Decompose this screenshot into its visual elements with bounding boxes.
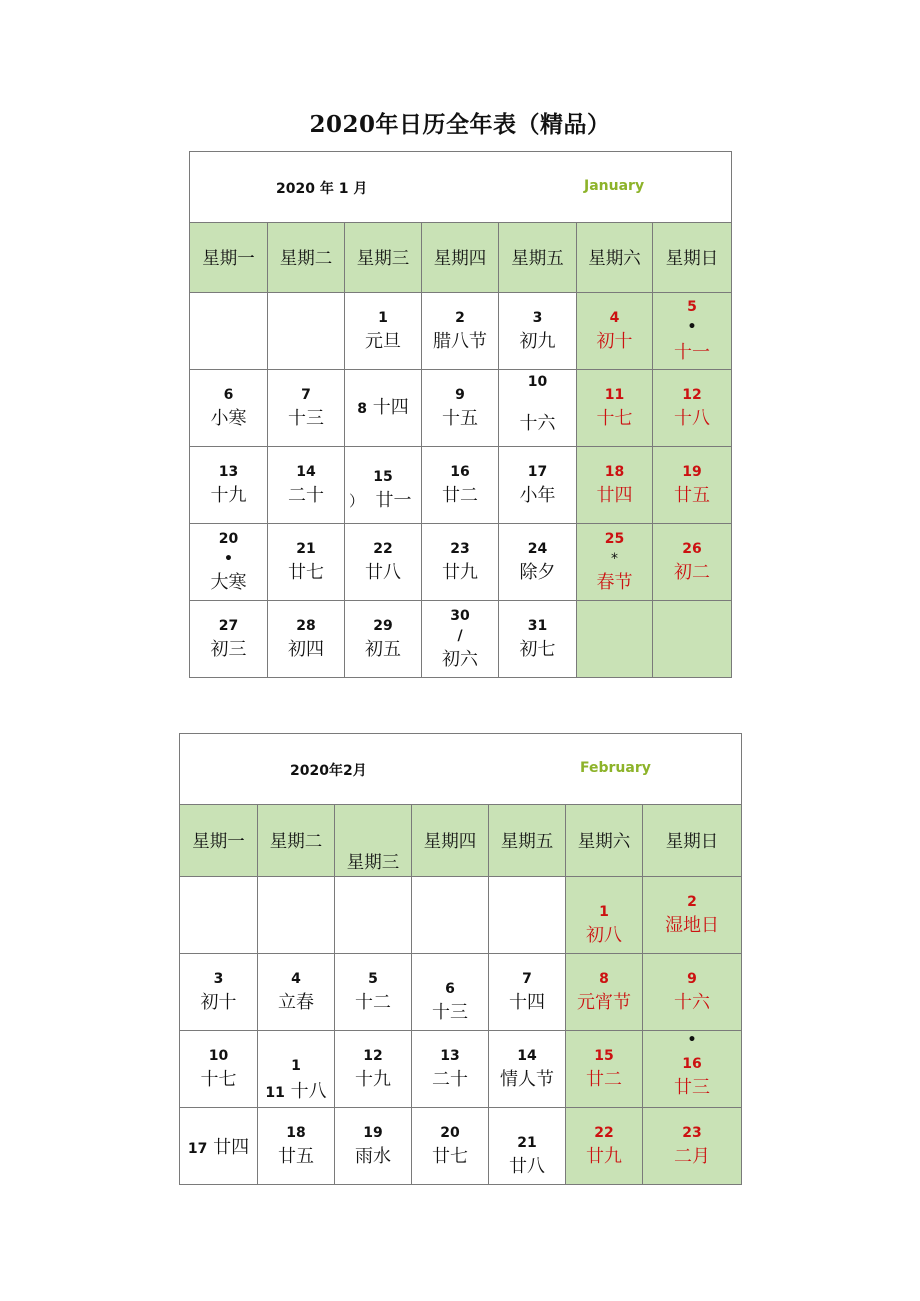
lunar-date: 初九 [519, 331, 556, 352]
day-number: 18 [286, 1125, 306, 1141]
weekday-mon: 星期一 [190, 223, 268, 293]
empty-day-cell [268, 293, 345, 370]
day-cell[interactable] [345, 293, 422, 370]
day-cell[interactable] [422, 293, 499, 370]
lunar-date: 廿九 [586, 1146, 622, 1167]
day-cell[interactable] [653, 370, 732, 447]
lunar-date: 十九 [210, 485, 247, 506]
day-cell[interactable] [566, 1108, 643, 1185]
day-cell[interactable] [653, 524, 732, 601]
lunar-date: 十七 [596, 408, 633, 429]
lunar-date: 十四 [509, 992, 545, 1013]
day-number: 21 [296, 541, 316, 557]
lunar-date: 十六 [674, 992, 710, 1013]
lunar-date: 十二 [355, 992, 391, 1013]
month-title: 2020年2月 [290, 763, 367, 779]
day-number: 4 [609, 310, 620, 326]
day-cell[interactable] [412, 1108, 489, 1185]
day-cell[interactable] [577, 293, 653, 370]
lunar-date: 除夕 [519, 562, 556, 583]
day-number: 17 [187, 1141, 208, 1157]
weekday-tue: 星期二 [258, 805, 335, 877]
lunar-date: 腊八节 [433, 331, 487, 352]
day-cell[interactable] [258, 1108, 335, 1185]
lunar-date: 十三 [432, 1002, 468, 1023]
day-number: 15 [373, 469, 393, 485]
day-number: 22 [594, 1125, 614, 1141]
day-number: 12 [363, 1048, 383, 1064]
day-number: 15 [594, 1048, 614, 1064]
day-cell[interactable] [566, 954, 643, 1031]
day-number: 11 [604, 387, 625, 403]
empty-day-cell [258, 877, 335, 954]
lunar-date: 初三 [210, 639, 247, 660]
day-number: 8 [357, 401, 367, 417]
weekday-tue: 星期二 [268, 223, 345, 293]
day-cell[interactable] [335, 1108, 412, 1185]
day-cell[interactable] [180, 1108, 258, 1185]
empty-day-cell [489, 877, 566, 954]
lunar-date: 廿三 [674, 1077, 710, 1098]
day-cell[interactable] [258, 1031, 335, 1108]
day-cell[interactable] [345, 524, 422, 601]
lunar-date: 雨水 [355, 1146, 391, 1167]
lunar-date: 情人节 [500, 1069, 554, 1090]
lunar-date: 初四 [288, 639, 324, 660]
day-number: 20 [218, 531, 239, 547]
day-cell[interactable] [345, 601, 422, 678]
day-cell[interactable] [180, 954, 258, 1031]
lunar-date: 初五 [365, 639, 401, 660]
lunar-date: 元旦 [365, 331, 401, 352]
day-number: 1 [599, 904, 609, 920]
day-number: 23 [682, 1125, 702, 1141]
day-cell[interactable] [268, 370, 345, 447]
lunar-date: 廿四 [213, 1137, 250, 1158]
asterisk-marker: * [611, 551, 618, 567]
dot-marker: • [687, 1032, 697, 1048]
parenthesis-mark: ） [349, 492, 365, 510]
day-cell[interactable] [653, 447, 732, 524]
day-number: 6 [223, 387, 234, 403]
month-header [190, 152, 732, 223]
day-number: 18 [604, 464, 625, 480]
lunar-date: 初八 [586, 925, 622, 946]
day-number: 1 [378, 310, 388, 326]
lunar-date: 二十 [432, 1069, 468, 1090]
lunar-date: 十八 [674, 408, 710, 429]
lunar-date: 初十 [200, 992, 237, 1013]
day-cell[interactable] [643, 1108, 742, 1185]
day-cell[interactable] [499, 601, 577, 678]
day-cell[interactable] [577, 447, 653, 524]
lunar-date: 初十 [596, 331, 633, 352]
lunar-date: 小寒 [210, 408, 247, 429]
lunar-date: 十八 [290, 1081, 327, 1102]
day-number: 3 [213, 971, 224, 987]
day-cell[interactable] [180, 1031, 258, 1108]
weekday-sat: 星期六 [577, 223, 653, 293]
weekday-fri: 星期五 [489, 805, 566, 877]
month-english-name: January [584, 178, 645, 194]
lunar-date: 元宵节 [577, 992, 631, 1013]
day-number: 16 [450, 464, 470, 480]
weekday-sun: 星期日 [653, 223, 732, 293]
day-cell[interactable] [489, 1108, 566, 1185]
day-cell[interactable] [412, 1031, 489, 1108]
lunar-date: 初六 [442, 649, 478, 670]
day-cell[interactable] [489, 954, 566, 1031]
day-cell[interactable] [422, 447, 499, 524]
empty-day-cell [335, 877, 412, 954]
day-number: 7 [522, 971, 532, 987]
day-cell[interactable] [489, 1031, 566, 1108]
lunar-date: 廿八 [365, 562, 401, 583]
day-number: 30 [450, 608, 470, 624]
day-cell[interactable] [643, 954, 742, 1031]
day-cell[interactable] [258, 954, 335, 1031]
lunar-date: 十三 [288, 408, 324, 429]
day-number: 2 [687, 894, 697, 910]
january-calendar [189, 151, 732, 678]
lunar-date: 十七 [200, 1069, 237, 1090]
dot-marker: • [224, 551, 233, 567]
day-cell[interactable] [499, 370, 577, 447]
page-title: 2020年日历全年表（精品） [309, 111, 611, 138]
day-number: 9 [687, 971, 697, 987]
day-number: 12 [682, 387, 702, 403]
day-number: 24 [527, 541, 548, 557]
lunar-date: 廿五 [674, 485, 710, 506]
lunar-date: 二月 [674, 1146, 710, 1167]
lunar-date: 廿九 [442, 562, 478, 583]
day-number: 23 [450, 541, 470, 557]
day-cell[interactable] [499, 293, 577, 370]
lunar-date: 廿七 [432, 1146, 468, 1167]
day-cell[interactable] [499, 524, 577, 601]
day-number: 2 [455, 310, 465, 326]
lunar-date: 初七 [519, 639, 556, 660]
day-cell[interactable] [422, 601, 499, 678]
lunar-date: 小年 [519, 485, 556, 506]
day-cell[interactable] [345, 447, 422, 524]
day-cell[interactable] [268, 524, 345, 601]
lunar-date: 廿五 [278, 1146, 314, 1167]
day-number: 22 [373, 541, 393, 557]
day-number: 16 [682, 1056, 702, 1072]
lunar-date: 廿二 [442, 485, 478, 506]
lunar-date: 廿一 [375, 490, 412, 511]
empty-day-cell [577, 601, 653, 678]
day-cell[interactable] [190, 370, 268, 447]
day-cell[interactable] [499, 447, 577, 524]
weekday-thu: 星期四 [412, 805, 489, 877]
lunar-date: 立春 [278, 992, 314, 1013]
day-cell[interactable] [335, 1031, 412, 1108]
day-number: 9 [455, 387, 465, 403]
day-cell[interactable] [643, 877, 742, 954]
day-cell[interactable] [643, 1031, 742, 1108]
slash-marker: / [457, 628, 463, 644]
dot-marker: • [687, 319, 697, 335]
month-header [180, 734, 742, 805]
lunar-date: 廿七 [288, 562, 324, 583]
lunar-date: 二十 [288, 485, 324, 506]
day-number-part: 1 [291, 1058, 301, 1074]
lunar-date: 春节 [596, 572, 633, 593]
day-number: 20 [440, 1125, 460, 1141]
day-number: 14 [517, 1048, 537, 1064]
day-number: 31 [527, 618, 548, 634]
weekday-thu: 星期四 [422, 223, 499, 293]
lunar-date: 十六 [519, 413, 556, 434]
day-cell[interactable] [190, 524, 268, 601]
day-number: 14 [296, 464, 316, 480]
empty-day-cell [412, 877, 489, 954]
day-number: 3 [532, 310, 543, 326]
month-english-name: February [580, 760, 651, 776]
lunar-date: 十五 [442, 408, 478, 429]
day-cell[interactable] [190, 447, 268, 524]
day-cell[interactable] [422, 524, 499, 601]
lunar-date: 湿地日 [665, 915, 719, 936]
day-number: 29 [373, 618, 393, 634]
day-cell[interactable] [577, 370, 653, 447]
day-cell[interactable] [190, 601, 268, 678]
day-cell[interactable] [577, 524, 653, 601]
day-number: 19 [682, 464, 702, 480]
weekday-mon: 星期一 [180, 805, 258, 877]
day-number: 25 [604, 531, 625, 547]
empty-day-cell [180, 877, 258, 954]
day-number: 21 [517, 1135, 537, 1151]
weekday-wed: 星期三 [345, 223, 422, 293]
empty-day-cell [190, 293, 268, 370]
day-cell[interactable] [268, 447, 345, 524]
day-cell[interactable] [412, 954, 489, 1031]
day-number: 26 [682, 541, 702, 557]
february-calendar [179, 733, 742, 1185]
lunar-date: 廿二 [586, 1069, 622, 1090]
day-number: 4 [291, 971, 301, 987]
day-number: 8 [599, 971, 609, 987]
day-cell[interactable] [422, 370, 499, 447]
day-number: 13 [440, 1048, 460, 1064]
day-number: 19 [363, 1125, 383, 1141]
lunar-date: 十一 [674, 342, 710, 363]
day-number: 27 [218, 618, 239, 634]
day-number: 10 [208, 1048, 229, 1064]
day-number: 6 [445, 981, 455, 997]
weekday-fri: 星期五 [499, 223, 577, 293]
day-cell[interactable] [566, 1031, 643, 1108]
month-title: 2020 年 1 月 [276, 181, 368, 197]
lunar-date: 大寒 [210, 572, 247, 593]
weekday-sat: 星期六 [566, 805, 643, 877]
day-cell[interactable] [653, 293, 732, 370]
empty-day-cell [653, 601, 732, 678]
day-number: 28 [296, 618, 316, 634]
day-number: 13 [218, 464, 239, 480]
lunar-date: 十九 [355, 1069, 391, 1090]
lunar-date: 十四 [372, 397, 409, 418]
day-cell[interactable] [345, 370, 422, 447]
day-cell[interactable] [335, 954, 412, 1031]
day-number: 7 [301, 387, 311, 403]
lunar-date: 廿八 [509, 1156, 545, 1177]
day-number: 5 [687, 299, 697, 315]
lunar-date: 廿四 [596, 485, 633, 506]
day-cell[interactable] [268, 601, 345, 678]
lunar-date: 初二 [674, 562, 710, 583]
day-number: 11 [265, 1085, 285, 1101]
day-number: 5 [368, 971, 378, 987]
day-number: 10 [527, 374, 548, 390]
day-cell[interactable] [566, 877, 643, 954]
weekday-wed: 星期三 [335, 805, 412, 877]
day-number: 17 [527, 464, 548, 480]
weekday-sun: 星期日 [643, 805, 742, 877]
